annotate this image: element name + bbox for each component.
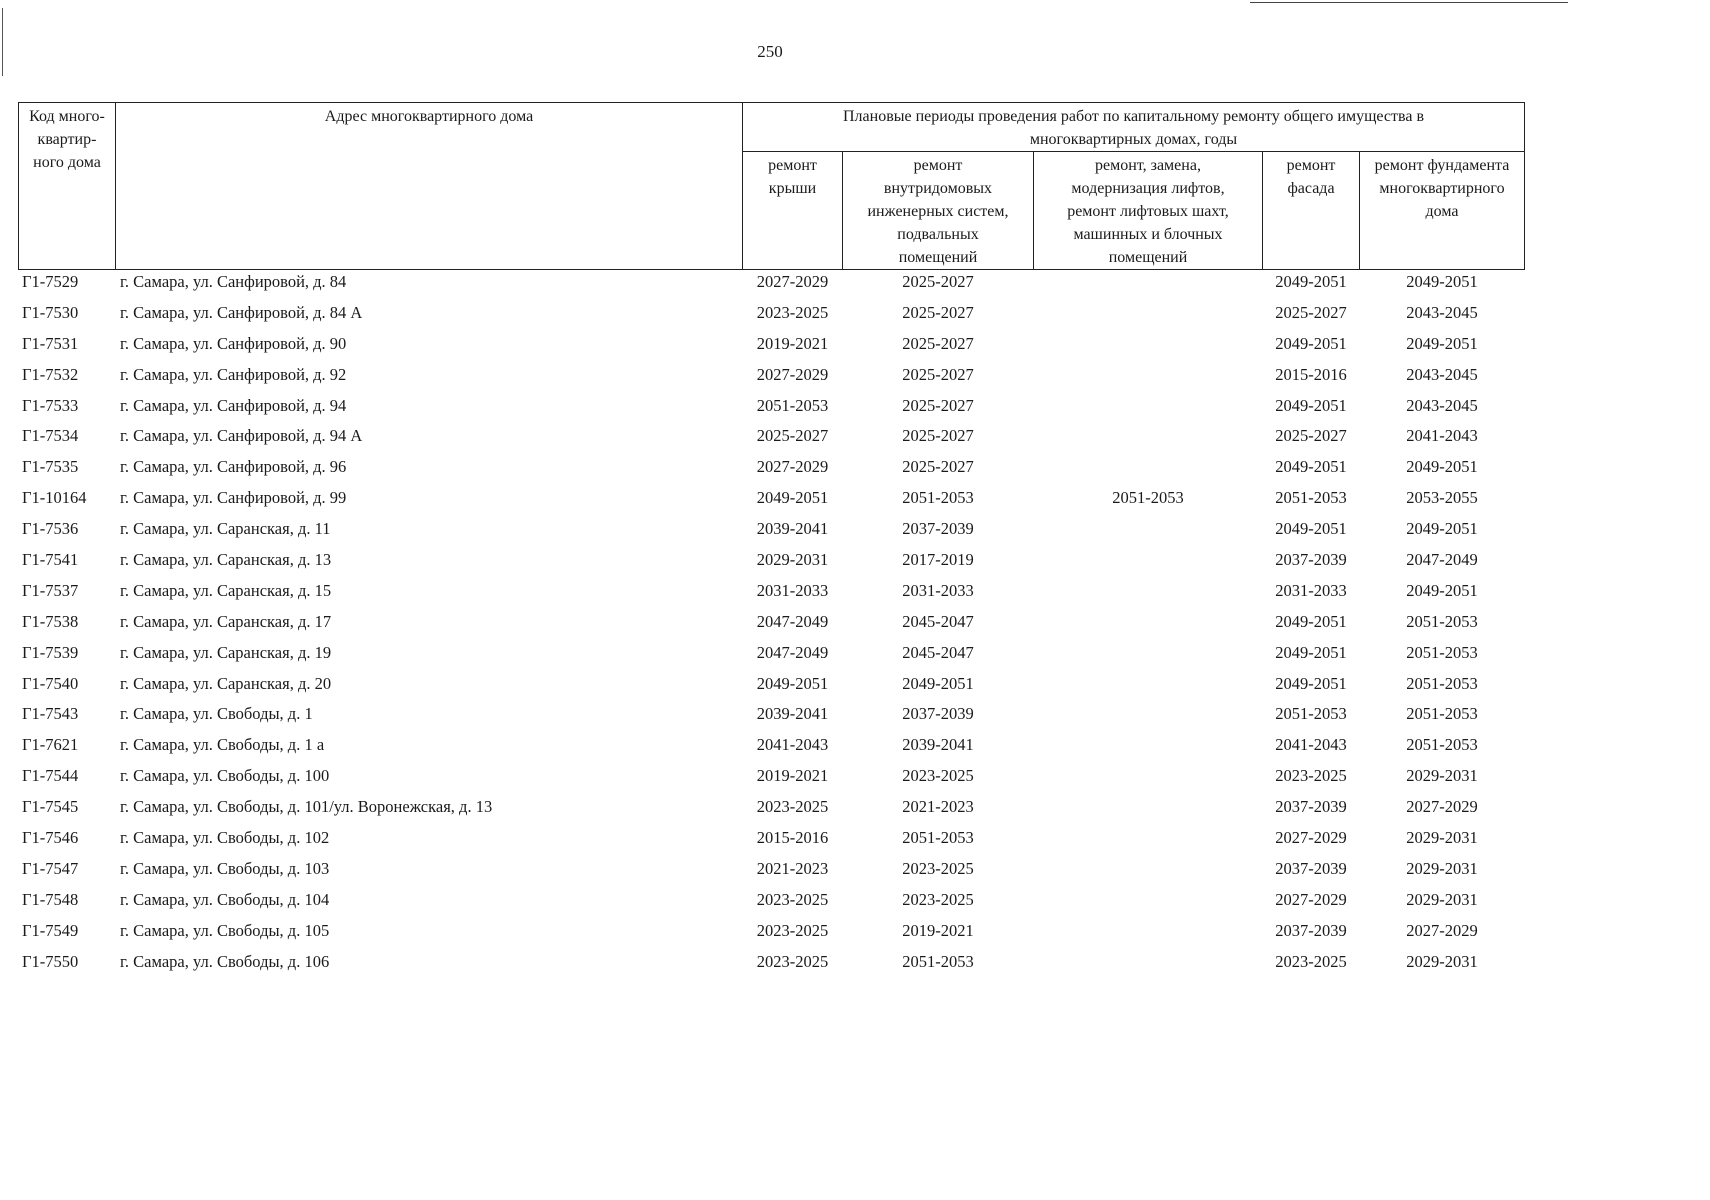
row-code: Г1-7537 <box>22 580 79 600</box>
row-facade-period: 2051-2053 <box>1275 488 1347 508</box>
row-code: Г1-7546 <box>22 828 79 848</box>
row-address: г. Самара, ул. Свободы, д. 100 <box>120 766 330 786</box>
header-facade <box>1262 151 1360 270</box>
row-roof-period: 2041-2043 <box>756 735 829 755</box>
row-address: г. Самара, ул. Санфировой, д. 90 <box>120 333 347 353</box>
row-facade-period: 2037-2039 <box>1275 858 1347 878</box>
row-facade-period: 2037-2039 <box>1275 797 1347 817</box>
row-code: Г1-7531 <box>22 333 79 353</box>
row-foundation-period: 2029-2031 <box>1406 858 1478 878</box>
row-code: Г1-7530 <box>22 302 79 322</box>
row-roof-period: 2023-2025 <box>756 889 829 909</box>
row-roof-period: 2049-2051 <box>756 673 829 693</box>
row-foundation-period: 2029-2031 <box>1406 766 1478 786</box>
page-number: 250 <box>757 42 783 61</box>
table-row <box>0 733 1568 764</box>
row-facade-period: 2049-2051 <box>1275 519 1347 539</box>
row-code: Г1-7540 <box>22 673 79 693</box>
row-lifts-period: 2051-2053 <box>1112 488 1184 508</box>
row-code: Г1-7548 <box>22 889 79 909</box>
table-row <box>0 672 1568 703</box>
row-facade-period: 2027-2029 <box>1275 889 1347 909</box>
header-address-text: Адрес многоквартирного дома <box>324 108 534 125</box>
row-roof-period: 2021-2023 <box>756 858 829 878</box>
row-foundation-period: 2047-2049 <box>1406 550 1478 570</box>
header-foundation-line: дома <box>1425 203 1459 220</box>
row-foundation-period: 2043-2045 <box>1406 302 1478 322</box>
table-row <box>0 919 1568 950</box>
row-address: г. Самара, ул. Санфировой, д. 96 <box>120 457 347 477</box>
table-row <box>0 610 1568 641</box>
row-address: г. Самара, ул. Санфировой, д. 84 А <box>120 302 363 322</box>
table-row <box>0 332 1568 363</box>
row-foundation-period: 2051-2053 <box>1406 735 1478 755</box>
table-row <box>0 517 1568 548</box>
table-row <box>0 764 1568 795</box>
row-address: г. Самара, ул. Свободы, д. 105 <box>120 920 330 940</box>
row-engineering-period: 2021-2023 <box>902 797 974 817</box>
row-engineering-period: 2025-2027 <box>902 457 974 477</box>
row-facade-period: 2049-2051 <box>1275 673 1347 693</box>
row-address: г. Самара, ул. Саранская, д. 11 <box>120 519 331 539</box>
row-roof-period: 2025-2027 <box>756 426 829 446</box>
row-code: Г1-7621 <box>22 735 79 755</box>
row-roof-period: 2047-2049 <box>756 642 829 662</box>
row-engineering-period: 2039-2041 <box>902 735 974 755</box>
table-row <box>0 950 1568 981</box>
row-engineering-period: 2051-2053 <box>902 488 974 508</box>
header-code-line: Код много- <box>29 108 105 125</box>
table-row <box>0 301 1568 332</box>
row-engineering-period: 2049-2051 <box>902 673 974 693</box>
row-engineering-period: 2031-2033 <box>902 580 974 600</box>
row-facade-period: 2049-2051 <box>1275 272 1347 291</box>
row-address: г. Самара, ул. Санфировой, д. 92 <box>120 364 347 384</box>
table-row <box>0 579 1568 610</box>
header-lifts-line: модернизация лифтов, <box>1071 180 1225 197</box>
row-address: г. Самара, ул. Свободы, д. 104 <box>120 889 330 909</box>
table-row <box>0 486 1568 517</box>
row-code: Г1-7550 <box>22 951 79 971</box>
row-foundation-period: 2049-2051 <box>1406 333 1478 353</box>
row-roof-period: 2027-2029 <box>756 364 829 384</box>
header-roof-line: ремонт <box>768 157 817 174</box>
row-engineering-period: 2025-2027 <box>902 395 974 415</box>
row-engineering-period: 2023-2025 <box>902 858 974 878</box>
header-lifts <box>1033 151 1263 270</box>
row-code: Г1-10164 <box>22 488 87 508</box>
table-row <box>0 826 1568 857</box>
header-planned-line: Плановые периоды проведения работ по капитальному ремонту общего имущества в <box>842 108 1425 125</box>
row-roof-period: 2023-2025 <box>756 951 829 971</box>
row-facade-period: 2027-2029 <box>1275 828 1347 848</box>
row-code: Г1-7541 <box>22 550 79 570</box>
row-foundation-period: 2027-2029 <box>1406 920 1478 940</box>
row-engineering-period: 2025-2027 <box>902 333 974 353</box>
row-code: Г1-7549 <box>22 920 79 940</box>
row-facade-period: 2023-2025 <box>1275 951 1347 971</box>
header-facade-line: фасада <box>1287 180 1335 197</box>
row-roof-period: 2023-2025 <box>756 920 829 940</box>
row-address: г. Самара, ул. Свободы, д. 106 <box>120 951 330 971</box>
row-engineering-period: 2023-2025 <box>902 766 974 786</box>
row-address: г. Самара, ул. Свободы, д. 101/ул. Воронежская, д. 13 <box>120 797 493 817</box>
header-facade-line: ремонт <box>1286 157 1336 174</box>
header-planned-periods <box>742 102 1525 152</box>
table-row <box>0 270 1568 301</box>
header-lifts-line: помещений <box>1108 249 1188 266</box>
row-address: г. Самара, ул. Санфировой, д. 84 <box>120 272 347 291</box>
row-engineering-period: 2025-2027 <box>902 426 974 446</box>
table-row <box>0 394 1568 425</box>
row-engineering-period: 2051-2053 <box>902 828 974 848</box>
row-foundation-period: 2043-2045 <box>1406 364 1478 384</box>
row-engineering-period: 2045-2047 <box>902 642 974 662</box>
row-roof-period: 2039-2041 <box>756 519 829 539</box>
row-facade-period: 2015-2016 <box>1275 364 1347 384</box>
header-roof <box>742 151 843 270</box>
table-header <box>18 102 1525 270</box>
row-address: г. Самара, ул. Санфировой, д. 99 <box>120 488 347 508</box>
row-engineering-period: 2017-2019 <box>902 550 974 570</box>
header-engineering-line: помещений <box>898 249 978 266</box>
table-row <box>0 363 1568 394</box>
row-code: Г1-7529 <box>22 272 79 291</box>
row-facade-period: 2037-2039 <box>1275 920 1347 940</box>
row-facade-period: 2049-2051 <box>1275 333 1347 353</box>
header-engineering-line: инженерных систем, <box>867 203 1009 220</box>
table-body <box>0 270 1568 980</box>
row-address: г. Самара, ул. Свободы, д. 102 <box>120 828 330 848</box>
row-foundation-period: 2029-2031 <box>1406 828 1478 848</box>
row-roof-period: 2049-2051 <box>756 488 829 508</box>
row-roof-period: 2051-2053 <box>756 395 829 415</box>
row-engineering-period: 2025-2027 <box>902 364 974 384</box>
row-code: Г1-7547 <box>22 858 79 878</box>
row-foundation-period: 2049-2051 <box>1406 457 1478 477</box>
table-row <box>0 548 1568 579</box>
row-facade-period: 2031-2033 <box>1275 580 1347 600</box>
table-row <box>0 424 1568 455</box>
header-roof-line: крыши <box>768 180 817 197</box>
header-lifts-line: машинных и блочных <box>1073 226 1223 243</box>
row-code: Г1-7533 <box>22 395 79 415</box>
header-lifts-line: ремонт лифтовых шахт, <box>1067 203 1229 220</box>
row-foundation-period: 2029-2031 <box>1406 889 1478 909</box>
row-foundation-period: 2051-2053 <box>1406 704 1478 724</box>
row-roof-period: 2019-2021 <box>756 766 829 786</box>
row-engineering-period: 2025-2027 <box>902 302 974 322</box>
header-code <box>18 102 116 270</box>
row-foundation-period: 2051-2053 <box>1406 673 1478 693</box>
row-roof-period: 2023-2025 <box>756 797 829 817</box>
row-facade-period: 2023-2025 <box>1275 766 1347 786</box>
header-engineering <box>842 151 1034 270</box>
row-address: г. Самара, ул. Саранская, д. 13 <box>120 550 332 570</box>
header-address <box>115 102 743 270</box>
row-address: г. Самара, ул. Свободы, д. 103 <box>120 858 330 878</box>
row-address: г. Самара, ул. Свободы, д. 1 а <box>120 735 325 755</box>
row-engineering-period: 2045-2047 <box>902 611 974 631</box>
row-foundation-period: 2053-2055 <box>1406 488 1478 508</box>
row-roof-period: 2023-2025 <box>756 302 829 322</box>
row-address: г. Самара, ул. Саранская, д. 19 <box>120 642 332 662</box>
row-address: г. Самара, ул. Саранская, д. 20 <box>120 673 332 693</box>
header-foundation <box>1359 151 1525 270</box>
table-row <box>0 857 1568 888</box>
row-engineering-period: 2023-2025 <box>902 889 974 909</box>
row-foundation-period: 2049-2051 <box>1406 519 1478 539</box>
row-address: г. Самара, ул. Санфировой, д. 94 А <box>120 426 363 446</box>
row-foundation-period: 2051-2053 <box>1406 642 1478 662</box>
row-foundation-period: 2049-2051 <box>1406 580 1478 600</box>
row-engineering-period: 2037-2039 <box>902 519 974 539</box>
row-facade-period: 2049-2051 <box>1275 642 1347 662</box>
row-roof-period: 2047-2049 <box>756 611 829 631</box>
header-planned-line: многоквартирных домах, годы <box>1029 131 1238 148</box>
row-address: г. Самара, ул. Саранская, д. 17 <box>120 611 332 631</box>
row-roof-period: 2031-2033 <box>756 580 829 600</box>
table-row <box>0 455 1568 486</box>
row-code: Г1-7544 <box>22 766 79 786</box>
row-roof-period: 2027-2029 <box>756 272 829 291</box>
header-engineering-line: ремонт <box>913 157 963 174</box>
row-engineering-period: 2019-2021 <box>902 920 974 940</box>
row-facade-period: 2025-2027 <box>1275 426 1347 446</box>
header-foundation-line: многоквартирного <box>1379 180 1505 197</box>
row-facade-period: 2041-2043 <box>1275 735 1347 755</box>
row-engineering-period: 2051-2053 <box>902 951 974 971</box>
header-engineering-line: внутридомовых <box>883 180 993 197</box>
row-code: Г1-7536 <box>22 519 79 539</box>
row-roof-period: 2027-2029 <box>756 457 829 477</box>
header-code-line: ного дома <box>33 154 101 171</box>
table-row <box>0 641 1568 672</box>
row-engineering-period: 2037-2039 <box>902 704 974 724</box>
row-code: Г1-7534 <box>22 426 79 446</box>
row-roof-period: 2019-2021 <box>756 333 829 353</box>
row-facade-period: 2049-2051 <box>1275 611 1347 631</box>
header-engineering-line: подвальных <box>897 226 979 243</box>
row-roof-period: 2039-2041 <box>756 704 829 724</box>
row-address: г. Самара, ул. Свободы, д. 1 <box>120 704 313 724</box>
header-lifts-line: ремонт, замена, <box>1095 157 1201 174</box>
row-code: Г1-7535 <box>22 457 79 477</box>
row-code: Г1-7532 <box>22 364 79 384</box>
row-facade-period: 2049-2051 <box>1275 457 1347 477</box>
row-code: Г1-7545 <box>22 797 79 817</box>
row-foundation-period: 2043-2045 <box>1406 395 1478 415</box>
header-foundation-line: ремонт фундамента <box>1374 157 1510 174</box>
table-row <box>0 888 1568 919</box>
row-address: г. Самара, ул. Санфировой, д. 94 <box>120 395 347 415</box>
row-engineering-period: 2025-2027 <box>902 272 974 291</box>
row-facade-period: 2051-2053 <box>1275 704 1347 724</box>
row-code: Г1-7538 <box>22 611 79 631</box>
row-facade-period: 2049-2051 <box>1275 395 1347 415</box>
row-roof-period: 2015-2016 <box>756 828 829 848</box>
table-row <box>0 702 1568 733</box>
row-foundation-period: 2041-2043 <box>1406 426 1478 446</box>
row-facade-period: 2037-2039 <box>1275 550 1347 570</box>
row-code: Г1-7539 <box>22 642 79 662</box>
scan-edge-top <box>1250 2 1568 3</box>
row-facade-period: 2025-2027 <box>1275 302 1347 322</box>
row-foundation-period: 2027-2029 <box>1406 797 1478 817</box>
row-code: Г1-7543 <box>22 704 79 724</box>
row-foundation-period: 2051-2053 <box>1406 611 1478 631</box>
table-row <box>0 795 1568 826</box>
row-foundation-period: 2029-2031 <box>1406 951 1478 971</box>
row-foundation-period: 2049-2051 <box>1406 272 1478 291</box>
row-address: г. Самара, ул. Саранская, д. 15 <box>120 580 332 600</box>
header-code-line: квартир- <box>37 131 97 148</box>
row-roof-period: 2029-2031 <box>756 550 829 570</box>
